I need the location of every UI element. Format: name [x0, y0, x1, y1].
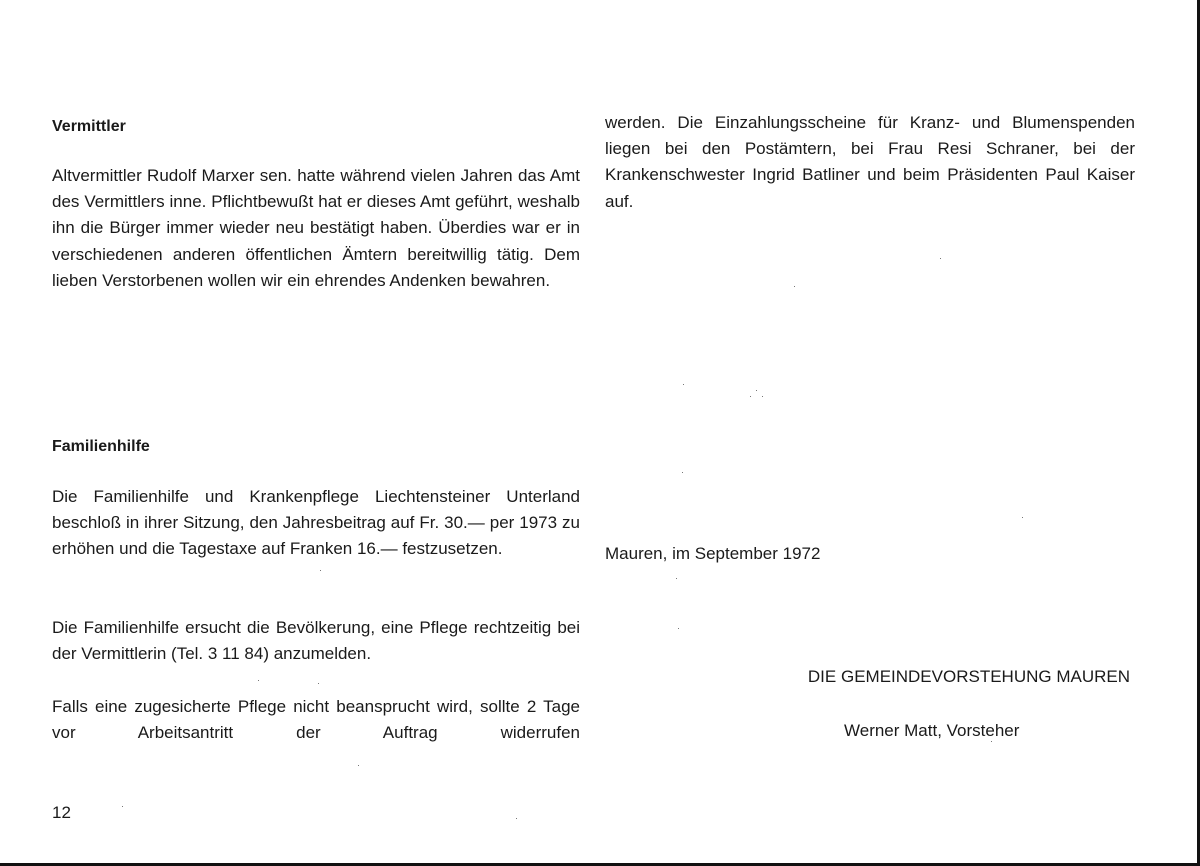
signatory-organization: DIE GEMEINDEVORSTEHUNG MAUREN: [807, 667, 1130, 686]
scan-speck: [320, 570, 321, 571]
scan-speck: [940, 258, 941, 259]
scan-speck: [678, 628, 679, 629]
scan-speck: [318, 683, 319, 684]
scan-speck: [676, 578, 677, 579]
scan-speck: [358, 765, 359, 766]
paragraph-vermittler: Altvermittler Rudolf Marxer sen. hatte während vielen Jahren das Amt des Vermittlers inne. Pflichtbewußt hat er dieses Amt geführt, weshalb ihn die Bürger immer wieder neu bestätigt haben. Überdies war er in verschiedenen anderen öffentlichen Ämtern bereitwillig tätig. Dem lieben Verstorbenen wollen wir ein ehrendes Andenken bewahren.: [52, 166, 580, 290]
signatory-name: Werner Matt, Vorsteher: [844, 721, 1020, 740]
paragraph-familienhilfe-widerruf: Falls eine zugesicherte Pflege nicht beansprucht wird, sollte 2 Tage vor Arbeitsantritt der Auftrag widerrufen: [52, 697, 580, 743]
paragraph-familienhilfe-anmeldung: Die Familienhilfe ersucht die Bevölkerung, eine Pflege rechtzeitig bei der Vermittlerin (Tel. 3 11 84) anzumelden.: [52, 618, 580, 664]
heading-familienhilfe: Familienhilfe: [52, 438, 150, 455]
paragraph-familienhilfe-beitrag: Die Familienhilfe und Krankenpflege Liechtensteiner Unterland beschloß in ihrer Sitzung, den Jahresbeitrag auf Fr. 30.— per 1973 zu erhöhen und die Tagestaxe auf Franken 16.— festzusetzen.: [52, 487, 580, 559]
page-number: 12: [52, 803, 71, 822]
scan-speck: [750, 396, 751, 397]
scan-speck: [1022, 517, 1023, 518]
scan-speck: [794, 286, 795, 287]
place-date: Mauren, im September 1972: [605, 544, 821, 563]
scan-speck: [991, 741, 992, 742]
heading-vermittler: Vermittler: [52, 118, 126, 135]
scan-speck: [762, 396, 763, 397]
scan-speck: [258, 680, 259, 681]
scan-speck: [756, 390, 757, 391]
scan-speck: [122, 806, 123, 807]
scan-speck: [516, 818, 517, 819]
scan-speck: [682, 472, 683, 473]
scan-speck: [683, 384, 684, 385]
paragraph-einzahlungsscheine: werden. Die Einzahlungsscheine für Kranz- und Blumenspenden liegen bei den Postämtern, bei Frau Resi Schraner, bei der Krankenschwester Ingrid Batliner und beim Präsidenten Paul Kaiser auf.: [605, 113, 1135, 211]
